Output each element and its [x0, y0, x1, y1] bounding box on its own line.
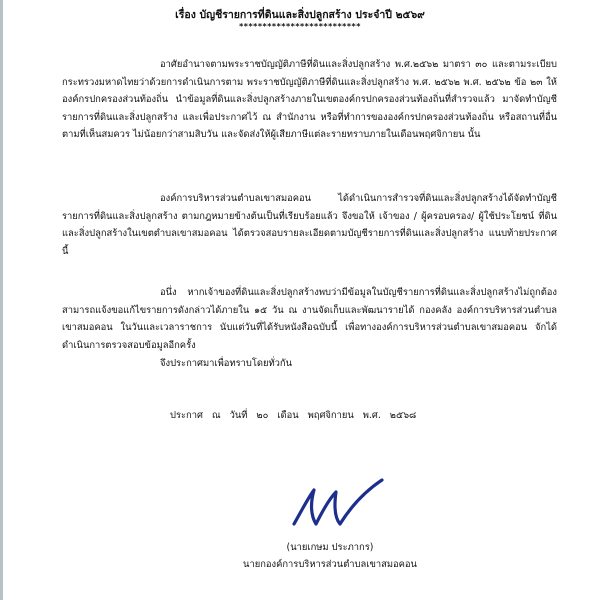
scan-edge	[0, 0, 3, 600]
document-title: เรื่อง บัญชีรายการที่ดินและสิ่งปลูกสร้าง ประจำปี ๒๕๖๙	[175, 9, 425, 21]
title-separator: **************************	[239, 22, 361, 31]
paragraph-text: อาศัยอำนาจตามพระราชบัญญัติภาษีที่ดินและสิ่งปลูกสร้าง พ.ศ.๒๕๖๒ มาตรา ๓๐ และตามระเบียบกระทรวงมหาดไทยว่าด้วยการดำเนินการตาม พระราชบัญญัติภาษีที่ดินและสิ่งปลูกสร้าง พ.ศ. ๒๕๖๒ พ.ศ. ๒๕๖๒ ข้อ ๒๓ ให้องค์กรปกครองส่วนท้องถิ่น นำข้อมูลที่ดินและสิ่งปลูกสร้างภายในเขตองค์กรปกครองส่วนท้องถิ่นที่สำรวจแล้ว มาจัดทำบัญชีรายการที่ดินและสิ่งปลูกสร้าง และเพื่อประกาศไว้ ณ สำนักงาน หรือที่ทำการขององค์กรปกครองส่วนท้องถิ่น หรือสถานที่อื่นตามที่เห็นสมควร ไม่น้อยกว่าสามสิบวัน และจัดส่งให้ผู้เสียภาษีแต่ละรายทราบภายในเดือนพฤศจิกายน นั้น	[62, 59, 557, 140]
signer-position: นายกองค์การบริหารส่วนตำบลเขาสมอคอน	[243, 559, 417, 570]
paragraph-text: จึงประกาศมาเพื่อทราบโดยทั่วกัน	[160, 358, 293, 369]
paragraph-text: องค์การบริหารส่วนตำบลเขาสมอคอน ได้ดำเนินการสำรวจที่ดินและสิ่งปลูกสร้างได้จัดทำบัญชีรายการที่ดินและสิ่งปลูกสร้าง ตามกฎหมายข้างต้นเป็นที่เรียบร้อยแล้ว จึงขอให้ เจ้าของ / ผู้ครอบครอง/ ผู้ใช้ประโยชน์ ที่ดินและสิ่งปลูกสร้างในเขตตำบลเขาสมอคอน ได้ตรวจสอบรายละเอียดตามบัญชีรายการที่ดินและสิ่งปลูกสร้าง แนบท้ายประกาศนี้	[62, 193, 557, 257]
announcement-date: ประกาศ ณ วันที่ ๒๐ เดือน พฤศจิกายน พ.ศ. ๒๕๖๘	[170, 410, 417, 421]
paragraph-authority	[62, 56, 557, 144]
signer-name: (นายเกษม ประภากร)	[286, 542, 374, 553]
paragraph-closing	[62, 355, 557, 373]
paragraph-correction	[62, 284, 557, 354]
paragraph-survey	[62, 190, 557, 260]
handwritten-signature	[280, 474, 390, 534]
paragraph-text: อนึ่ง หากเจ้าของที่ดินและสิ่งปลูกสร้างพบว่ามีข้อมูลในบัญชีรายการที่ดินและสิ่งปลูกสร้างไม่ถูกต้อง สามารถแจ้งขอแก้ไขรายการดังกล่าวได้ภายใน ๑๕ วัน ณ งานจัดเก็บและพัฒนารายได้ กองคลัง องค์การบริหารส่วนตำบลเขาสมอคอน ในวันและเวลาราชการ นับแต่วันที่ได้รับหนังสือฉบับนี้ เพื่อทางองค์การบริหารส่วนตำบลเขาสมอคอน จักได้ดำเนินการตรวจสอบข้อมูลอีกครั้ง	[62, 287, 557, 351]
